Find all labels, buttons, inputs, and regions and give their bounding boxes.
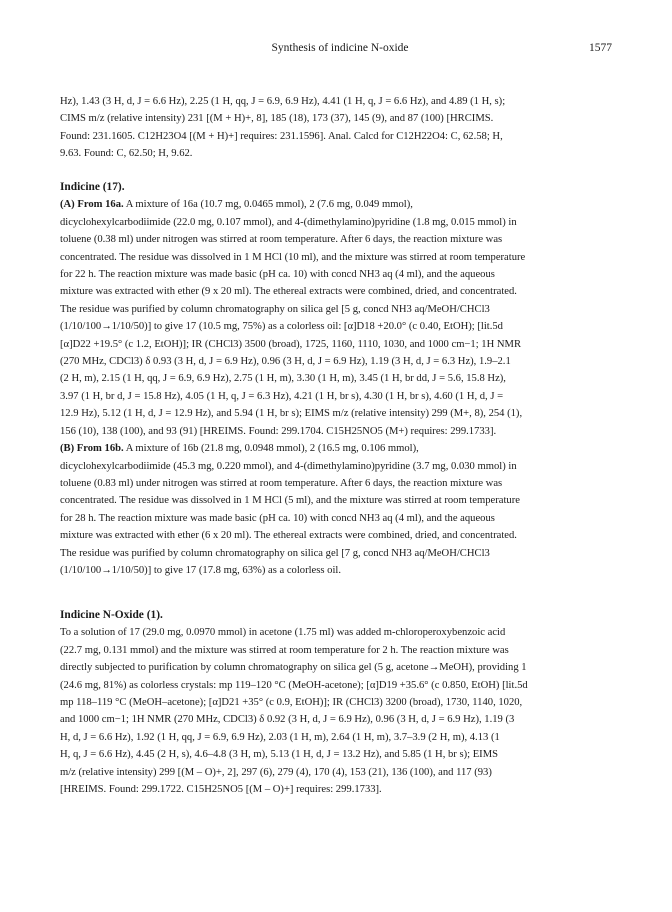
text-line: (24.6 mg, 81%) as colorless crystals: mp 119–120 °C (MeOH-acetone); [α]D19 +35.6° (c 0.850, EtOH) [lit.5d (60, 679, 528, 691)
text-line: mixture was extracted with ether (6 x 20 ml). The ethereal extracts were combined, dried, and concentrated. (60, 530, 517, 542)
text-line: To a solution of 17 (29.0 mg, 0.0970 mmol) in acetone (1.75 ml) was added m-chloroperoxybenzoic acid (60, 627, 506, 639)
text-line: and 1000 cm−1; 1H NMR (270 MHz, CDCl3) δ 0.92 (3 H, d, J = 6.9 Hz), 0.96 (3 H, d, J = 6.9 Hz), 1.19 (3 (60, 714, 515, 726)
text-line: Found: 231.1605. C12H23O4 [(M + H)+] requires: 231.1596]. Anal. Calcd for C12H22O4: C, 62.58; H, (60, 130, 503, 142)
text-line: directly subjected to purification by column chromatography on silica gel (5 g, acetone→MeOH), providing 1 (60, 662, 527, 674)
part-b-first-line-text: A mixture of 16b (21.8 mg, 0.0948 mmol), 2 (16.5 mg, 0.106 mmol), (123, 443, 419, 455)
text-line: (270 MHz, CDCl3) δ 0.93 (3 H, d, J = 6.9 Hz), 0.96 (3 H, d, J = 6.9 Hz), 1.19 (3 H, d, J = 6.3 Hz), 1.9–2.1 (60, 356, 511, 368)
text-line: 3.97 (1 H, br d, J = 15.8 Hz), 4.05 (1 H, q, J = 6.3 Hz), 4.21 (1 H, br s), 4.30 (1 H, br s), 4.60 (1 H, d, J = (60, 390, 504, 402)
text-line: 9.63. Found: C, 62.50; H, 9.62. (60, 148, 193, 160)
running-title: Synthesis of indicine N-oxide (271, 42, 409, 54)
text-line: H, d, J = 6.6 Hz), 1.92 (1 H, qq, J = 6.9, 6.9 Hz), 2.03 (1 H, m), 2.64 (1 H, m), 3.7–3.9 (2 H, m), 4.13 (1 (60, 731, 500, 743)
text-line: mixture was extracted with ether (9 x 20 ml). The ethereal extracts were combined, dried, and concentrated. (60, 286, 517, 298)
text-line: 12.9 Hz), 5.12 (1 H, d, J = 12.9 Hz), and 5.94 (1 H, br s); EIMS m/z (relative intensity) 299 (M+, 8), 254 (1), (60, 408, 523, 420)
text-line: toluene (0.83 ml) under nitrogen was stirred at room temperature. After 6 days, the reaction mixture was (60, 477, 503, 489)
text-line: concentrated. The residue was dissolved in 1 M HCl (10 ml), and the mixture was stirred at room temperature (60, 251, 526, 263)
text-line: 156 (10), 138 (100), and 93 (91) [HREIMS. Found: 299.1704. C15H25NO5 (M+) requires: 299.1733]. (60, 425, 497, 437)
text-line: concentrated. The residue was dissolved in 1 M HCl (5 ml), and the mixture was stirred at room temperature (60, 495, 520, 507)
text-line: for 22 h. The reaction mixture was made basic (pH ca. 10) with concd NH3 aq (4 ml), and the aqueous (60, 269, 495, 281)
text-line: [α]D22 +19.5° (c 1.2, EtOH)]; IR (CHCl3) 3500 (broad), 1725, 1160, 1110, 1030, and 1000 cm−1; 1H NMR (60, 338, 522, 350)
text-line: H, q, J = 6.6 Hz), 4.45 (2 H, s), 4.6–4.8 (3 H, m), 5.13 (1 H, d, J = 13.2 Hz), and 5.85 (1 H, br s); EIMS (60, 749, 499, 761)
text-line: (2 H, m), 2.15 (1 H, qq, J = 6.9, 6.9 Hz), 2.75 (1 H, m), 3.30 (1 H, m), 3.45 (1 H, br dd, J = 5.6, 15.8 Hz), (60, 373, 506, 385)
page-number: 1577 (589, 42, 612, 54)
indicine-n-oxide-section (60, 607, 612, 798)
text-line: CIMS m/z (relative intensity) 231 [(M + H)+, 8], 185 (18), 173 (37), 145 (9), and 87 (100) [HRCIMS. (60, 113, 494, 125)
text-line: dicyclohexylcarbodiimide (45.3 mg, 0.220 mmol), and 4-(dimethylamino)pyridine (3.7 mg, 0.030 mmol) in (60, 460, 517, 472)
running-head (60, 42, 620, 58)
text-line: [HREIMS. Found: 299.1722. C15H25NO5 [(M – O)+] requires: 299.1733]. (60, 784, 382, 796)
text-line: m/z (relative intensity) 299 [(M – O)+, 2], 297 (6), 279 (4), 170 (4), 153 (21), 136 (100), and 117 (93) (60, 766, 492, 778)
text-line: Hz), 1.43 (3 H, d, J = 6.6 Hz), 2.25 (1 H, qq, J = 6.9, 6.9 Hz), 4.41 (1 H, q, J = 6.6 Hz), and 4.89 (1 H, s); (60, 96, 506, 107)
section-heading-indicine: Indicine (17). (60, 181, 125, 193)
text-line: mp 118–119 °C (MeOH–acetone); [α]D21 +35° (c 0.9, EtOH)]; IR (CHCl3) 3200 (broad), 1730, 1140, 1020, (60, 697, 523, 709)
text-line: The residue was purified by column chromatography on silica gel [7 g, concd NH3 aq/MeOH/CHCl3 (60, 547, 490, 559)
part-a-first-line (60, 196, 612, 213)
text-line: The residue was purified by column chromatography on silica gel [5 g, concd NH3 aq/MeOH/CHCl3 (60, 303, 490, 315)
section-heading-indicine-n-oxide: Indicine N-Oxide (1). (60, 609, 163, 621)
text-line: (22.7 mg, 0.131 mmol) and the mixture was stirred at room temperature for 2 h. The reaction mixture was (60, 644, 509, 656)
indicine-section (60, 179, 612, 579)
part-a-first-line-text: A mixture of 16a (10.7 mg, 0.0465 mmol), 2 (7.6 mg, 0.049 mmol), (123, 199, 413, 211)
part-a-label: (A) From 16a. (60, 199, 124, 211)
text-line: dicyclohexylcarbodiimide (22.0 mg, 0.107 mmol), and 4-(dimethylamino)pyridine (1.8 mg, 0.015 mmol) in (60, 216, 517, 228)
text-line: (1/10/100→1/10/50)] to give 17 (17.8 mg, 63%) as a colorless oil. (60, 564, 341, 576)
continuation-paragraph (60, 93, 612, 163)
part-b-first-line (60, 440, 612, 457)
text-line: (1/10/100→1/10/50)] to give 17 (10.5 mg, 75%) as a colorless oil: [α]D18 +20.0° (c 0.40, EtOH); [lit.5d (60, 321, 503, 333)
text-line: toluene (0.38 ml) under nitrogen was stirred at room temperature. After 6 days, the reaction mixture was (60, 234, 503, 246)
text-line: for 28 h. The reaction mixture was made basic (pH ca. 10) with concd NH3 aq (4 ml), and the aqueous (60, 512, 495, 524)
part-b-label: (B) From 16b. (60, 443, 124, 455)
